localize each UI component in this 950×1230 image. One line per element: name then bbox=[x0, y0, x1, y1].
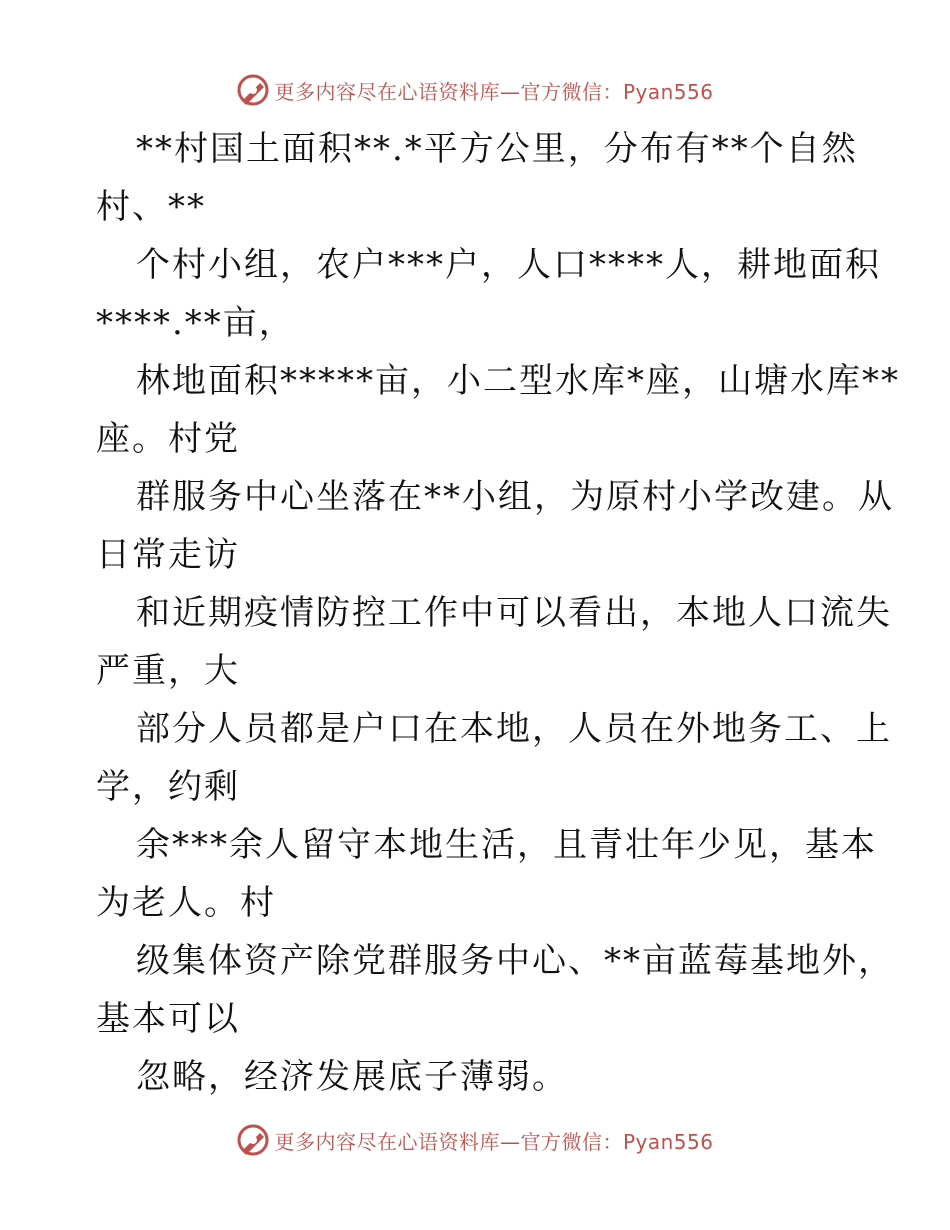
pen-logo-icon bbox=[236, 1123, 270, 1157]
text-line: 林地面积*****亩，小二型水库*座，山塘水库** bbox=[136, 361, 900, 401]
text-line: 个村小组，农户***户，人口****人，耕地面积 bbox=[136, 245, 881, 285]
text-line: 座。村党 bbox=[96, 419, 240, 459]
text-line: 严重，大 bbox=[96, 651, 240, 691]
header-banner bbox=[0, 70, 950, 110]
header-banner-text: 更多内容尽在心语资料库—官方微信：Pyan556 bbox=[274, 79, 714, 104]
text-line: 学，约剩 bbox=[96, 767, 240, 807]
text-line: ****.**亩， bbox=[96, 303, 295, 343]
text-line: 和近期疫情防控工作中可以看出，本地人口流失 bbox=[136, 593, 892, 633]
text-line: 为老人。村 bbox=[96, 883, 276, 923]
text-line: 忽略，经济发展底子薄弱。 bbox=[136, 1057, 568, 1097]
text-line: 级集体资产除党群服务中心、**亩蓝莓基地外， bbox=[136, 941, 894, 981]
text-line: 日常走访 bbox=[96, 535, 240, 575]
text-line: **村国土面积**.*平方公里，分布有**个自然 bbox=[136, 129, 858, 169]
text-line: 基本可以 bbox=[96, 999, 240, 1039]
pen-logo-icon bbox=[236, 73, 270, 107]
footer-banner bbox=[0, 1120, 950, 1160]
text-line: 村、** bbox=[96, 187, 206, 227]
document-body bbox=[96, 120, 900, 1106]
text-line: 余***余人留守本地生活，且青壮年少见，基本 bbox=[136, 825, 877, 865]
text-line: 群服务中心坐落在**小组，为原村小学改建。从 bbox=[136, 477, 894, 517]
footer-banner-text: 更多内容尽在心语资料库—官方微信：Pyan556 bbox=[274, 1129, 714, 1154]
text-line: 部分人员都是户口在本地，人员在外地务工、上 bbox=[136, 709, 892, 749]
